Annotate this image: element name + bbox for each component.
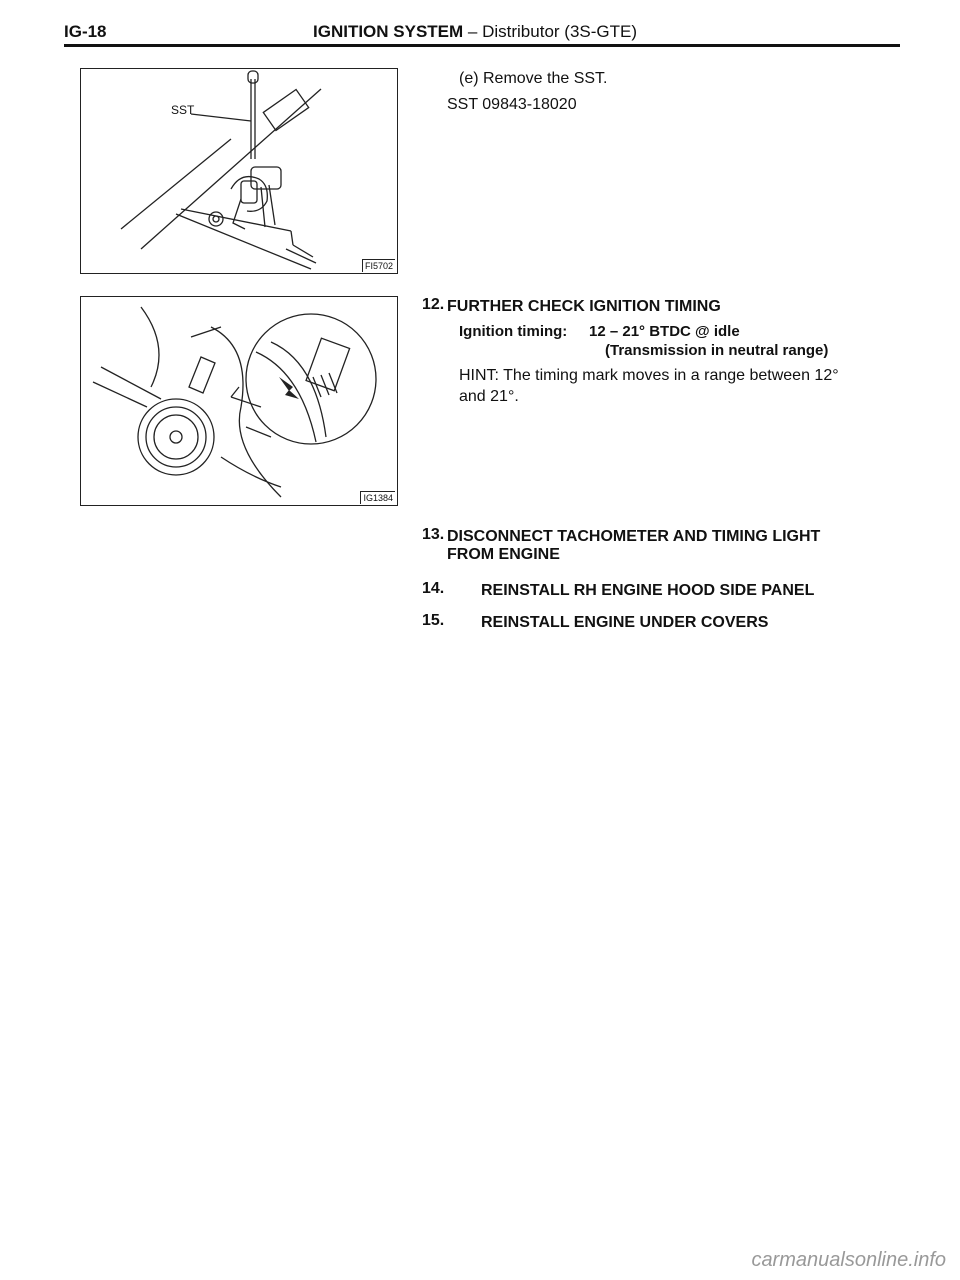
timing-value: 12 – 21° BTDC @ idle (589, 323, 740, 340)
sst-number: SST 09843-18020 (447, 96, 577, 113)
step-number: 13. (422, 526, 445, 543)
timing-label: Ignition timing: (459, 323, 568, 340)
step-number: 12. (422, 296, 445, 313)
section-title: IGNITION SYSTEM (313, 22, 464, 41)
figure-sst-removal (80, 68, 398, 274)
step-title-line-1: DISCONNECT TACHOMETER AND TIMING LIGHT (447, 528, 821, 545)
step-title: REINSTALL ENGINE UNDER COVERS (481, 614, 769, 631)
figure-timing-mark (80, 296, 398, 506)
sst-illustration (81, 69, 397, 273)
step-e-text: (e) Remove the SST. (459, 70, 608, 87)
figure-code: FI5702 (362, 259, 395, 272)
section-subtitle: Distributor (3S-GTE) (482, 22, 638, 41)
step-number: 14. (422, 580, 445, 597)
sst-callout-label: SST (171, 103, 195, 117)
timing-mark-illustration (81, 297, 397, 505)
step-title-line-2: FROM ENGINE (447, 546, 560, 563)
header-rule (64, 44, 900, 47)
hint-line-1: HINT: The timing mark moves in a range between 12° (459, 367, 839, 384)
page-title (313, 22, 637, 42)
step-number: 15. (422, 612, 445, 629)
title-separator: – (463, 22, 483, 41)
page-code: IG-18 (64, 22, 107, 41)
hint-line-2: and 21°. (459, 388, 519, 405)
step-title: REINSTALL RH ENGINE HOOD SIDE PANEL (481, 582, 815, 599)
step-title: FURTHER CHECK IGNITION TIMING (447, 298, 721, 315)
watermark: carmanualsonline.info (751, 1249, 946, 1271)
timing-note: (Transmission in neutral range) (605, 342, 829, 359)
figure-code: IG1384 (360, 491, 395, 504)
